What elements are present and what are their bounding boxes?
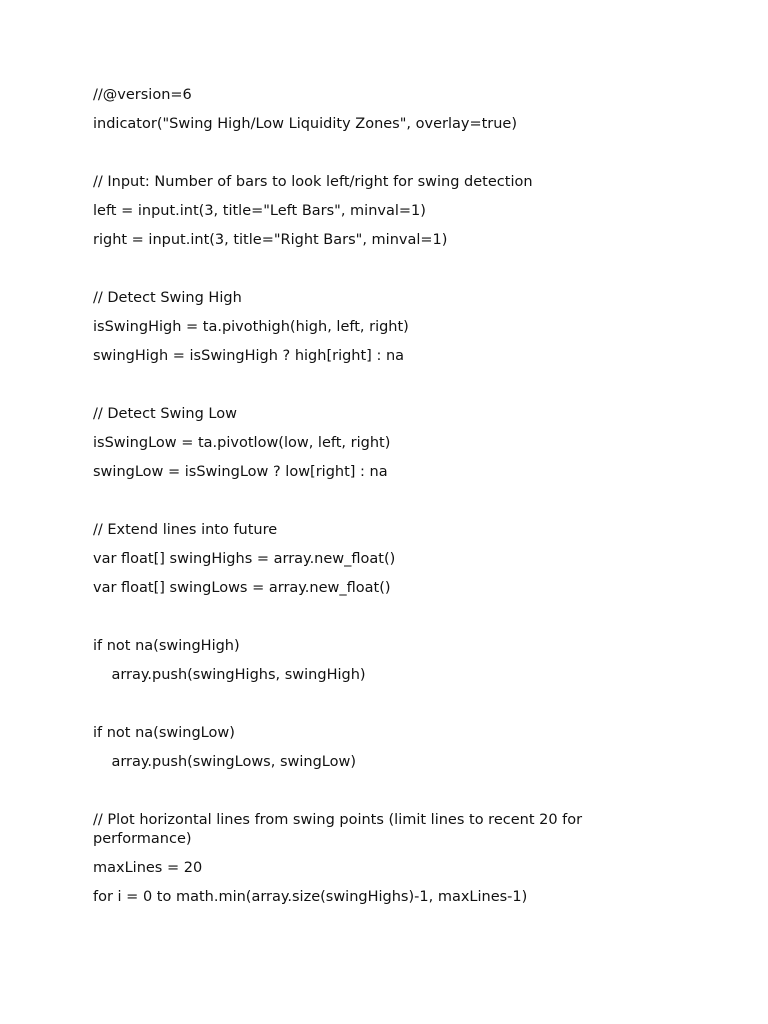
code-line: swingHigh = isSwingHigh ? high[right] : na xyxy=(93,348,405,364)
code-line: maxLines = 20 xyxy=(93,860,203,876)
code-comment-line: // Extend lines into future xyxy=(93,522,278,538)
code-line: if not na(swingLow) xyxy=(93,725,235,741)
blank-line xyxy=(93,608,653,627)
code-line: swingLow = isSwingLow ? low[right] : na xyxy=(93,464,388,480)
code-line: var float[] swingLows = array.new_float() xyxy=(93,580,391,596)
blank-line xyxy=(93,260,653,279)
blank-line xyxy=(93,376,653,395)
code-line: right = input.int(3, title="Right Bars", minval=1) xyxy=(93,232,448,248)
code-comment-line: // Detect Swing Low xyxy=(93,406,237,422)
blank-line xyxy=(93,492,653,511)
code-comment-line: // Plot horizontal lines from swing points (limit lines to recent 20 for performance) xyxy=(93,812,587,847)
code-line: array.push(swingLows, swingLow) xyxy=(93,754,357,770)
blank-line xyxy=(93,695,653,714)
code-line: left = input.int(3, title="Left Bars", minval=1) xyxy=(93,203,426,219)
code-line: var float[] swingHighs = array.new_float() xyxy=(93,551,396,567)
code-line: if not na(swingHigh) xyxy=(93,638,240,654)
code-line: isSwingLow = ta.pivotlow(low, left, right) xyxy=(93,435,391,451)
blank-line xyxy=(93,144,653,163)
code-line: isSwingHigh = ta.pivothigh(high, left, right) xyxy=(93,319,409,335)
code-block xyxy=(93,86,653,917)
code-line: array.push(swingHighs, swingHigh) xyxy=(93,667,366,683)
code-comment-line: // Detect Swing High xyxy=(93,290,242,306)
code-line: indicator("Swing High/Low Liquidity Zones", overlay=true) xyxy=(93,116,518,132)
code-line: for i = 0 to math.min(array.size(swingHighs)-1, maxLines-1) xyxy=(93,889,528,905)
code-comment-line: // Input: Number of bars to look left/right for swing detection xyxy=(93,174,533,190)
code-comment-line: //@version=6 xyxy=(93,87,192,103)
blank-line xyxy=(93,782,653,801)
